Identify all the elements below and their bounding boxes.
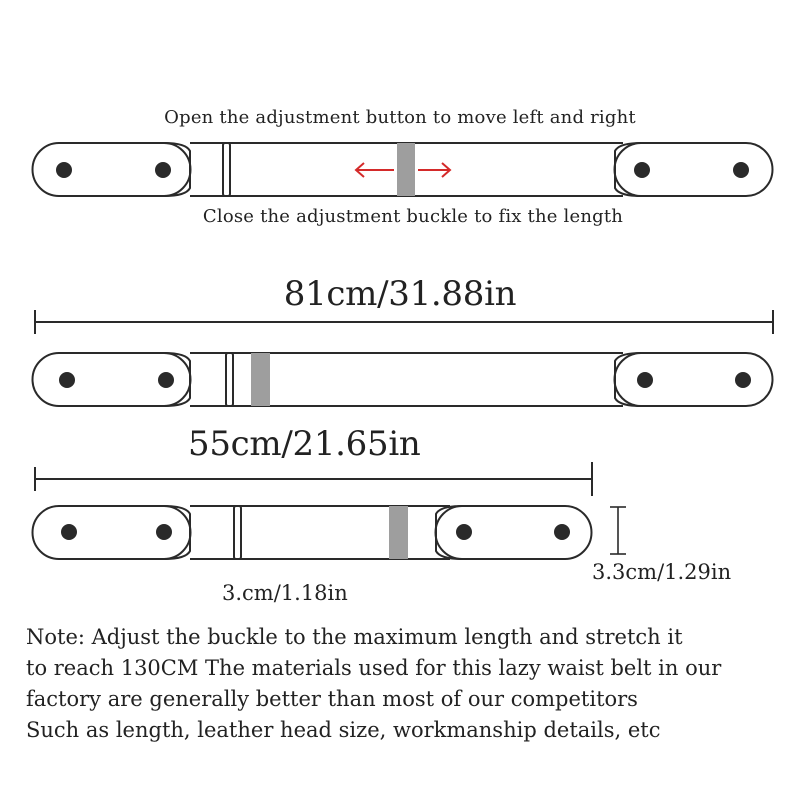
slider-buckle <box>251 353 270 406</box>
height-label: 3.3cm/1.29in <box>592 560 732 584</box>
min-length-label: 55cm/21.65in <box>188 424 421 464</box>
caption-close-buckle: Close the adjustment buckle to fix the length <box>202 206 624 227</box>
belt-min-length <box>33 506 592 559</box>
buckle-loop <box>223 143 230 196</box>
buckle-loop <box>226 353 233 406</box>
note-line: to reach 130CM The materials used for this lazy waist belt in our <box>26 656 722 680</box>
caption-open-adjustment: Open the adjustment button to move left and right <box>164 107 636 128</box>
hole-icon <box>156 524 172 540</box>
hole-icon <box>735 372 751 388</box>
hole-icon <box>155 162 171 178</box>
belt-adjustable <box>33 143 773 196</box>
max-length-label: 81cm/31.88in <box>283 274 517 314</box>
hole-icon <box>637 372 653 388</box>
hole-icon <box>61 524 77 540</box>
dimension-line-height <box>610 507 626 554</box>
hole-icon <box>56 162 72 178</box>
note-line: factory are generally better than most of our competitors <box>26 687 638 711</box>
note-text <box>26 622 796 746</box>
hole-icon <box>554 524 570 540</box>
dimension-line-min <box>35 462 592 496</box>
hole-icon <box>456 524 472 540</box>
buckle-loop <box>234 506 241 559</box>
slider-buckle <box>397 143 415 196</box>
hole-icon <box>634 162 650 178</box>
slider-buckle <box>389 506 408 559</box>
note-line: Note: Adjust the buckle to the maximum length and stretch it <box>26 625 683 649</box>
hole-icon <box>59 372 75 388</box>
hole-icon <box>158 372 174 388</box>
note-line: Such as length, leather head size, workmanship details, etc <box>26 718 661 742</box>
belt-strap <box>190 506 450 559</box>
hole-icon <box>733 162 749 178</box>
belt-max-length <box>33 353 773 406</box>
width-label: 3.cm/1.18in <box>222 581 348 605</box>
